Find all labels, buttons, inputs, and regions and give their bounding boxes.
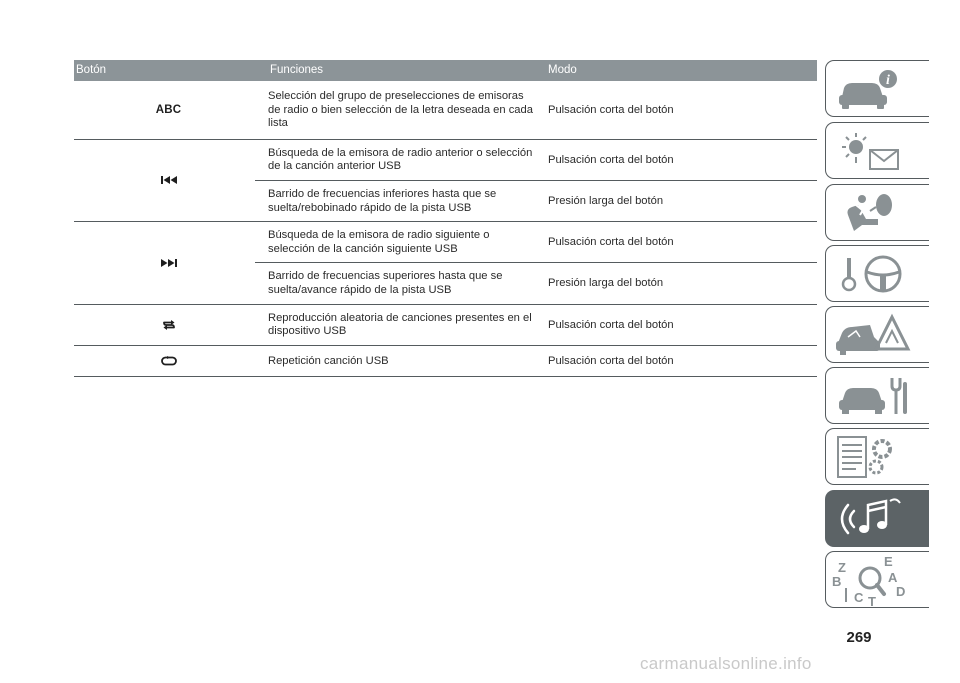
button-cell [74,81,255,139]
abc-button-label: ABC [155,103,182,116]
tab-multimedia[interactable] [825,490,929,547]
tab-index[interactable] [825,551,929,608]
shuffle-icon [162,319,176,331]
index-letter: E [884,554,893,569]
previous-track-icon [161,176,177,184]
function-text: Selección del grupo de preselecciones de emisoras de radio o bien selección de la letra deseada en cada lista [268,90,533,130]
header-button: Botón [76,64,107,76]
car-accident-warning-icon [826,307,930,364]
button-cell [74,140,255,221]
mode-text: Pulsación corta del botón [548,153,674,166]
mode-text: Pulsación corta del botón [548,103,674,116]
function-text: Barrido de frecuencias inferiores hasta que se suelta/rebobinado rápido de la pista USB [268,187,497,214]
function-text: Repetición canción USB [268,354,389,367]
index-letter: B [832,574,842,589]
function-text: Búsqueda de la emisora de radio siguiente o selección de la canción siguiente USB [268,229,490,255]
table-row-previous [74,140,817,222]
next-track-icon [161,259,177,267]
key-steering-wheel-icon [826,246,930,303]
function-text: Búsqueda de la emisora de radio anterior o selección de la canción anterior USB [268,146,533,173]
index-letter: T [868,594,876,609]
tab-emergency[interactable] [825,306,929,363]
button-cell [74,346,255,377]
mode-text: Presión larga del botón [548,195,664,208]
function-text: Reproducción aleatoria de canciones presentes en el dispositivo USB [268,311,532,338]
page-number: 269 [846,629,872,646]
header-mode: Modo [548,64,577,76]
table-row-abc [74,81,817,140]
alphabetical-index-icon [826,552,930,609]
table-row-next [74,222,817,304]
index-letter: Z [838,560,846,575]
tab-warning-lights[interactable] [825,122,929,179]
tab-technical-data[interactable] [825,428,929,485]
tab-safety[interactable] [825,184,929,241]
svg-text:i: i [886,73,890,88]
index-letter: A [888,570,898,585]
button-cell [74,222,255,303]
mode-text: Pulsación corta del botón [548,318,674,331]
button-cell [74,305,255,345]
mode-text: Pulsación corta del botón [548,355,674,368]
watermark: carmanualsonline.info [640,654,812,673]
mode-text: Presión larga del botón [548,277,664,290]
function-text: Barrido de frecuencias superiores hasta que se suelta/avance rápido de la pista USB [268,270,503,296]
tab-car-info[interactable] [825,60,929,117]
specifications-gears-icon [826,429,930,486]
table-header [74,60,817,81]
car-info-icon [826,61,930,118]
mode-text: Pulsación corta del botón [548,236,674,249]
index-letter: D [896,584,906,599]
controls-table [74,60,817,377]
table-row-shuffle [74,305,817,346]
header-functions: Funciones [270,64,324,76]
car-maintenance-tools-icon [826,368,930,425]
tab-maintenance[interactable] [825,367,929,424]
multimedia-music-icon [826,491,930,548]
chapter-tabs [825,0,930,620]
index-letter: C [854,590,864,605]
table-row-repeat [74,346,817,378]
seat-airbag-icon [826,185,930,242]
warning-lights-message-icon [826,123,930,180]
repeat-icon [161,356,177,366]
tab-starting-driving[interactable] [825,245,929,302]
